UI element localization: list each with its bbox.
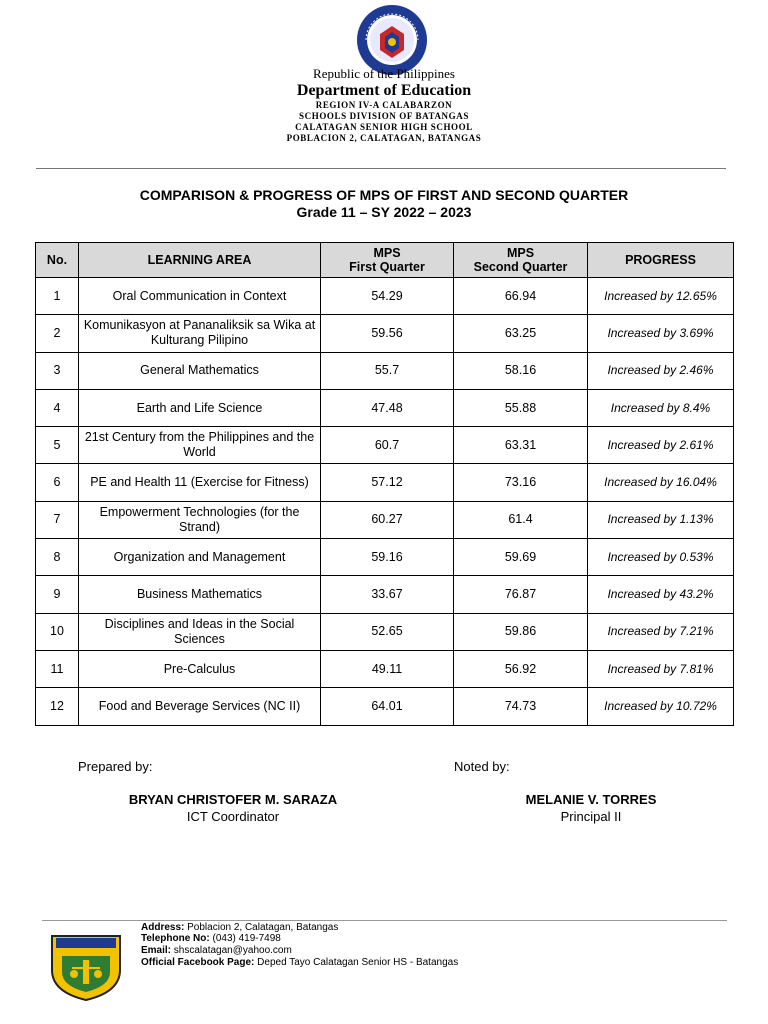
row-number: 9	[36, 576, 79, 613]
table-row	[36, 278, 734, 315]
prepared-by-name: BRYAN CHRISTOFER M. SARAZA	[128, 792, 338, 807]
row-mps-first: 60.27	[321, 501, 454, 538]
footer-phone-value: (043) 419-7498	[212, 933, 281, 944]
noted-by-label: Noted by:	[454, 759, 510, 774]
row-progress: Increased by 10.72%	[588, 688, 734, 725]
school-line: CALATAGAN SENIOR HIGH SCHOOL	[295, 122, 473, 132]
row-learning-area: Empowerment Technologies (for the Strand)	[79, 501, 321, 538]
table-row	[36, 501, 734, 538]
row-number: 8	[36, 539, 79, 576]
row-mps-first: 54.29	[321, 278, 454, 315]
row-progress: Increased by 7.21%	[588, 613, 734, 650]
row-mps-first: 64.01	[321, 688, 454, 725]
table-row	[36, 352, 734, 389]
table-row	[36, 539, 734, 576]
table-row	[36, 688, 734, 725]
table-row	[36, 315, 734, 352]
row-mps-first: 55.7	[321, 352, 454, 389]
row-mps-first: 59.56	[321, 315, 454, 352]
header-learning-area: LEARNING AREA	[79, 243, 321, 278]
row-learning-area: 21st Century from the Philippines and the World	[79, 427, 321, 464]
row-learning-area: Earth and Life Science	[79, 389, 321, 426]
row-mps-second: 63.31	[454, 427, 588, 464]
document-subtitle: Grade 11 – SY 2022 – 2023	[296, 204, 472, 220]
row-progress: Increased by 43.2%	[588, 576, 734, 613]
row-mps-second: 55.88	[454, 389, 588, 426]
row-mps-second: 74.73	[454, 688, 588, 725]
republic-line: Republic of the Philippines	[313, 66, 455, 81]
noted-by-name: MELANIE V. TORRES	[525, 792, 657, 807]
row-mps-second: 61.4	[454, 501, 588, 538]
prepared-by-label: Prepared by:	[78, 759, 153, 774]
table-row	[36, 650, 734, 687]
row-number: 4	[36, 389, 79, 426]
row-progress: Increased by 0.53%	[588, 539, 734, 576]
row-mps-first: 47.48	[321, 389, 454, 426]
department-name: Department of Education	[296, 82, 472, 99]
footer-address-label: Address:	[141, 922, 185, 933]
footer-facebook	[141, 957, 458, 968]
footer-email-value[interactable]: shscalatagan@yahoo.com	[173, 945, 292, 956]
row-learning-area: Organization and Management	[79, 539, 321, 576]
header-divider	[36, 168, 726, 169]
row-mps-second: 66.94	[454, 278, 588, 315]
row-progress: Increased by 7.81%	[588, 650, 734, 687]
document-title: COMPARISON & PROGRESS OF MPS OF FIRST AND SECOND QUARTER	[139, 187, 629, 203]
location-line: POBLACION 2, CALATAGAN, BATANGAS	[286, 133, 482, 143]
header-mps-second-bottom: Second Quarter	[473, 260, 568, 274]
division-line: SCHOOLS DIVISION OF BATANGAS	[299, 111, 469, 121]
footer-email	[141, 945, 292, 956]
header-mps-second-top: MPS	[506, 246, 535, 260]
row-progress: Increased by 16.04%	[588, 464, 734, 501]
row-progress: Increased by 8.4%	[588, 389, 734, 426]
row-mps-second: 73.16	[454, 464, 588, 501]
footer-email-label: Email:	[141, 945, 172, 956]
table-row	[36, 613, 734, 650]
row-mps-second: 59.86	[454, 613, 588, 650]
footer-facebook-label: Official Facebook Page:	[141, 957, 255, 968]
noted-by-role: Principal II	[560, 809, 622, 824]
prepared-by-role: ICT Coordinator	[186, 809, 280, 824]
row-mps-second: 56.92	[454, 650, 588, 687]
row-learning-area: General Mathematics	[79, 352, 321, 389]
footer-phone	[141, 933, 281, 944]
header-progress: PROGRESS	[588, 243, 734, 278]
row-progress: Increased by 2.61%	[588, 427, 734, 464]
row-mps-second: 76.87	[454, 576, 588, 613]
row-number: 11	[36, 650, 79, 687]
row-learning-area: Food and Beverage Services (NC II)	[79, 688, 321, 725]
row-mps-first: 57.12	[321, 464, 454, 501]
footer-phone-label: Telephone No:	[141, 933, 210, 944]
row-mps-second: 58.16	[454, 352, 588, 389]
row-mps-second: 63.25	[454, 315, 588, 352]
row-mps-first: 52.65	[321, 613, 454, 650]
row-mps-first: 59.16	[321, 539, 454, 576]
row-number: 12	[36, 688, 79, 725]
row-learning-area: PE and Health 11 (Exercise for Fitness)	[79, 464, 321, 501]
header-mps-first-bottom: First Quarter	[349, 260, 425, 274]
row-number: 1	[36, 278, 79, 315]
row-number: 3	[36, 352, 79, 389]
table-row	[36, 576, 734, 613]
row-mps-first: 60.7	[321, 427, 454, 464]
region-line: REGION IV-A CALABARZON	[315, 100, 453, 110]
row-number: 5	[36, 427, 79, 464]
row-learning-area: Komunikasyon at Pananaliksik sa Wika at Kulturang Pilipino	[79, 315, 321, 352]
row-learning-area: Pre-Calculus	[79, 650, 321, 687]
row-learning-area: Business Mathematics	[79, 576, 321, 613]
table-body	[36, 278, 734, 726]
header-mps-first-top: MPS	[373, 246, 401, 260]
row-mps-first: 49.11	[321, 650, 454, 687]
table-row	[36, 427, 734, 464]
row-learning-area: Disciplines and Ideas in the Social Sciences	[79, 613, 321, 650]
footer-facebook-value: Deped Tayo Calatagan Senior HS - Batangas	[257, 957, 459, 968]
row-number: 6	[36, 464, 79, 501]
row-mps-first: 33.67	[321, 576, 454, 613]
school-logo-icon	[46, 926, 126, 1002]
header-mps-second	[454, 243, 588, 278]
footer-divider	[42, 920, 727, 921]
table-header-row	[36, 243, 734, 278]
row-progress: Increased by 3.69%	[588, 315, 734, 352]
row-progress: Increased by 12.65%	[588, 278, 734, 315]
row-progress: Increased by 2.46%	[588, 352, 734, 389]
mps-comparison-table	[35, 242, 734, 726]
header-mps-first	[321, 243, 454, 278]
row-number: 10	[36, 613, 79, 650]
footer-address	[141, 922, 338, 933]
row-number: 7	[36, 501, 79, 538]
row-learning-area: Oral Communication in Context	[79, 278, 321, 315]
row-mps-second: 59.69	[454, 539, 588, 576]
footer-address-value: Poblacion 2, Calatagan, Batangas	[187, 922, 339, 933]
row-progress: Increased by 1.13%	[588, 501, 734, 538]
table-row	[36, 464, 734, 501]
row-number: 2	[36, 315, 79, 352]
table-row	[36, 389, 734, 426]
header-no: No.	[36, 243, 79, 278]
